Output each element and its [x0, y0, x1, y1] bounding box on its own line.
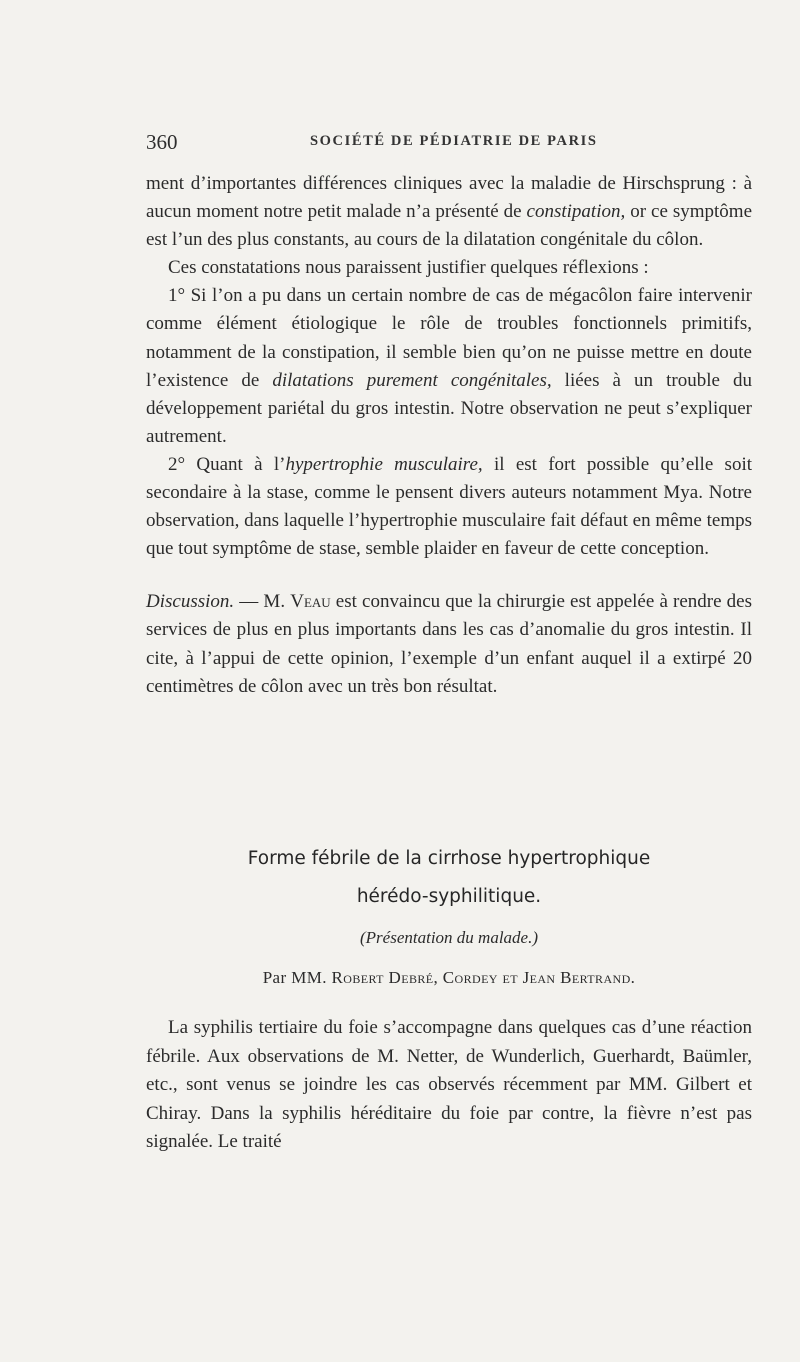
page-number: 360 — [146, 130, 178, 154]
discussion-paragraph — [146, 588, 752, 700]
para1-italic: constipation, — [526, 201, 626, 223]
para3-text-a: 1° Si l’on a pu dans un certain nombre de cas de mégacôlon faire intervenir comme élément étiologique le rôle de troubles fonctionnels primitifs, notamment de la constipation, il semble bien qu’on ne puisse mettre en doute l’existence de — [146, 285, 752, 391]
section-title-line-2: hérédo-syphilitique. — [356, 886, 542, 907]
byline-prefix: Par MM. — [262, 968, 332, 987]
authors-names: Robert Debré, Cordey et Jean Bertrand. — [331, 968, 636, 987]
para4-text-a: 2° Quant à l’ — [168, 453, 286, 475]
para1-text-a: ment d’importantes différences cliniques avec la maladie de Hirschsprung : à aucun moment notre petit malade n’a présenté de — [146, 173, 752, 223]
discussion-author: Veau — [290, 591, 331, 613]
presentation-note: (Présentation du malade.) — [360, 928, 538, 947]
paragraph-5: La syphilis tertiaire du foie s’accompagne dans quelques cas d’une réaction fébrile. Aux observations de M. Netter, de Wunderlich, Guerhardt, Baümler, etc., sont venus se joindre les cas observés récemment par MM. Gilbert et Chiray. Dans la syphilis héréditaire du foie par contre, la fièvre n’est pas signalée. Le traité — [146, 1017, 752, 1153]
para1-text-b: or ce symptôme est l’un des plus constants, au cours de la dilatation congénitale du côlon. — [146, 201, 753, 251]
paragraph-4 — [146, 451, 752, 563]
main-text — [146, 170, 752, 701]
discussion-label: Discussion. — [146, 591, 235, 613]
discussion-text: est convaincu que la chirurgie est appelée à rendre des services de plus en plus importants dans les cas d’anomalie du gros intestin. Il cite, à l’appui de cette opinion, l’exemple d’un enfant auquel il a extirpé 20 centimètres de côlon avec un très bon résultat. — [146, 591, 752, 697]
para3-italic: dilatations purement congénitales, — [272, 369, 552, 391]
discussion-dash: — M. — [234, 591, 291, 613]
section-title — [146, 840, 752, 916]
section-text — [146, 1014, 752, 1157]
paragraph-3 — [146, 282, 752, 451]
para4-italic: hypertrophie musculaire, — [285, 453, 483, 475]
para4-text-b: il est fort possible qu’elle soit secondaire à la stase, comme le pensent divers auteurs notamment Mya. Notre observation, dans laquelle l’hypertrophie musculaire fait défaut en même temps que tout symptôme de stase, semble plaider en faveur de cette conception. — [146, 453, 753, 560]
running-title: SOCIÉTÉ DE PÉDIATRIE DE PARIS — [310, 133, 598, 149]
section-title-line-1: Forme fébrile de la cirrhose hypertrophique — [247, 848, 651, 869]
authors-byline — [146, 968, 752, 988]
paragraph-2: Ces constatations nous paraissent justifier quelques réflexions : — [168, 257, 649, 279]
paragraph-1 — [146, 170, 752, 254]
para3-text-b: liées à un trouble du développement pariétal du gros intestin. Notre observation ne peut s’expliquer autrement. — [146, 369, 752, 447]
